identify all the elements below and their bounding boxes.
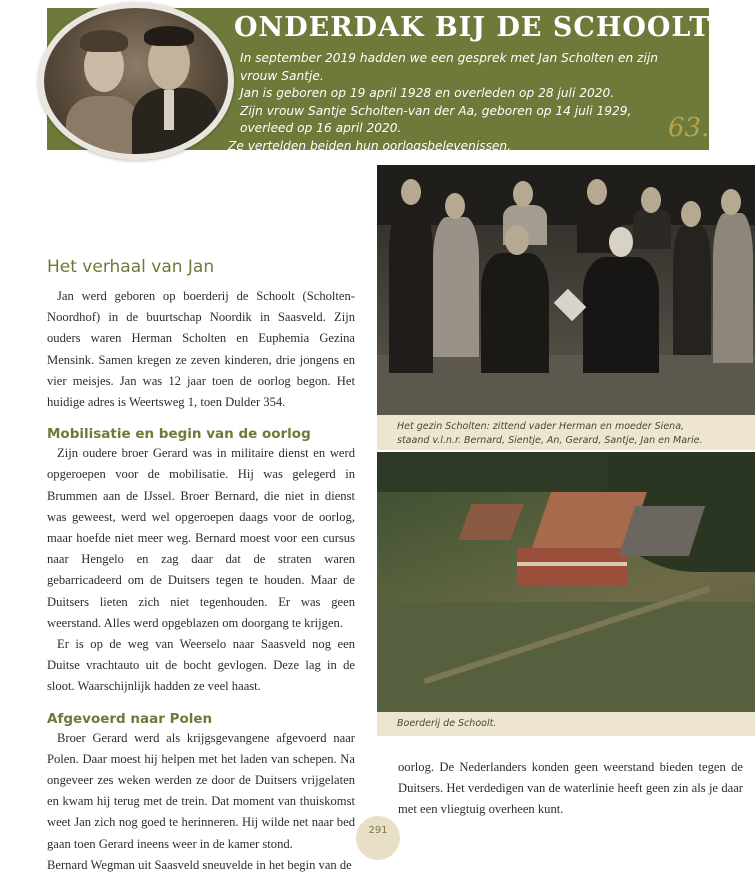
intro-line: Jan is geboren op 19 april 1928 en overleden op 28 juli 2020.	[240, 86, 615, 100]
paragraph: Er is op de weg van Weerselo naar Saasveld nog een Duitse vrachtauto uit de bocht gevlogen. Deze lag in de sloot. Waarschijnlijk hadden ze veel haast.	[47, 637, 355, 694]
subheading: Mobilisatie en begin van de oorlog	[47, 426, 311, 443]
chapter-intro	[228, 50, 680, 155]
paragraph: Broer Gerard werd als krijgsgevangene afgevoerd naar Polen. Daar moest hij helpen met het laden van schepen. Na ongeveer zes weken werden ze door de Duitsers vrijgelaten en kwam hij terug met de trein. Dat moment van thuiskomst weet Jan zich nog goed te herinneren. Hij wilde net naar bed gaan toen Gerard ineens weer in de kamer stond.	[47, 730, 355, 851]
paragraph: Bernard Wegman uit Saasveld sneuvelde in het begin van de	[47, 857, 352, 872]
paragraph: Zijn oudere broer Gerard was in militaire dienst en werd opgeroepen voor de mobilisatie. Hij was gelegerd in Brummen aan de IJssel. Broer Bernard, die niet in dienst was geweest, werd wel opgeroepen daags voor de oorlog, maar hoefde niet meer weg. Bernard moest voor een cursus naar Hengelo en zag daar dat de straten waren gebarricadeerd om de Duitsers tegen te houden. Maar de Duitsers lieten zich niet tegenhouden. Er was geen weerstand. Alles werd opgeblazen om doorgang te krijgen.	[47, 446, 355, 630]
family-photo	[377, 165, 755, 415]
article-left-column	[47, 256, 355, 876]
page-number-badge	[356, 816, 400, 860]
subheading: Afgevoerd naar Polen	[47, 710, 213, 727]
portrait-photo	[38, 2, 234, 160]
photo-caption	[377, 415, 755, 450]
article-right-column	[398, 757, 743, 821]
paragraph: oorlog. De Nederlanders konden geen weerstand bieden tegen de Duitsers. Het verdedigen van de waterlinie heeft geen zin als je daar met een vliegtuig overheen kunt.	[398, 760, 743, 817]
caption-line: Boerderij de Schoolt.	[397, 718, 497, 729]
caption-line: staand v.l.n.r. Bernard, Sientje, An, Gerard, Santje, Jan en Marie.	[397, 434, 703, 446]
section-heading: Het verhaal van Jan	[47, 257, 215, 277]
intro-line: Zijn vrouw Santje Scholten-van der Aa, geboren op 14 juli 1929, overleed op 16 april 2020.	[240, 103, 632, 135]
page-number: 291	[368, 825, 388, 836]
paragraph: Jan werd geboren op boerderij de Schoolt (Scholten-Noordhof) in de buurtschap Noordik in Saasveld. Zijn ouders waren Herman Scholten en Euphemia Gezina Mensink. Samen kregen ze zeven kinderen, drie jongens en vier meisjes. Jan was 12 jaar toen de oorlog begon. Het huidige adres is Weertsweg 1, toen Dulder 354.	[47, 289, 355, 410]
chapter-number: 63.	[668, 113, 710, 143]
farm-aerial-photo	[377, 452, 755, 712]
intro-line: Ze vertelden beiden hun oorlogsbelevenissen.	[228, 138, 512, 153]
intro-line: In september 2019 hadden we een gesprek met Jan Scholten en zijn vrouw Santje.	[240, 51, 658, 83]
caption-line: Het gezin Scholten: zittend vader Herman en moeder Siena,	[397, 421, 685, 432]
chapter-title: ONDERDAK BIJ DE SCHOOLT	[234, 12, 711, 43]
photo-caption	[377, 712, 755, 736]
